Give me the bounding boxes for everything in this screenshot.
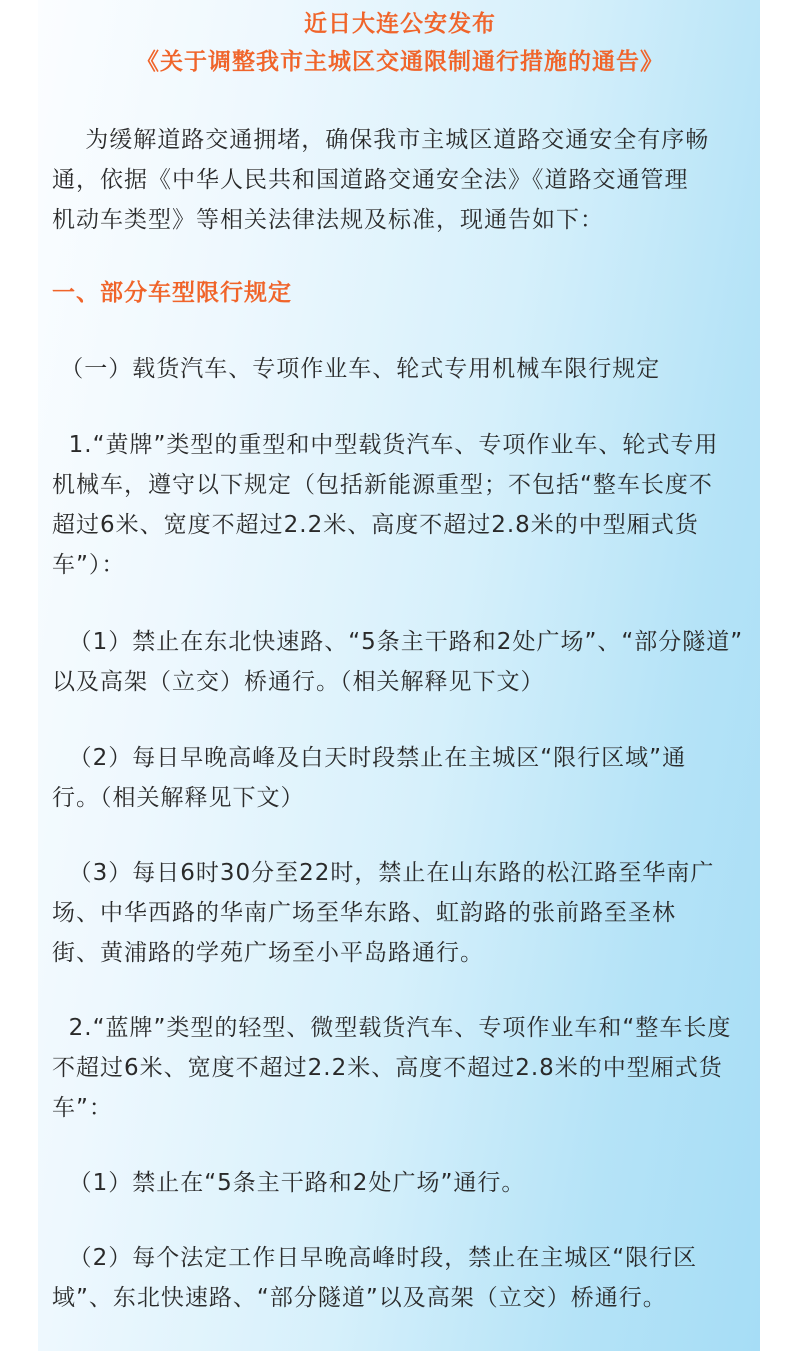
paragraph-line: 行。（相关解释见下文） (52, 785, 305, 811)
paragraph-line: （2）每个法定工作日早晚高峰时段，禁止在主城区“限行区 (52, 1245, 698, 1271)
paragraph-line: 街、黄浦路的学苑广场至小平岛路通行。 (52, 940, 484, 966)
intro-line: 通，依据《中华人民共和国道路交通安全法》《道路交通管理 (52, 167, 689, 193)
paragraph-line: 机械车，遵守以下规定（包括新能源重型；不包括“整车长度不 (52, 472, 713, 498)
paragraph-line: （3）每日6时30分至22时，禁止在山东路的松江路至华南广 (52, 860, 715, 886)
paragraph-line: 场、中华西路的华南广场至华东路、虹韵路的张前路至圣林 (52, 900, 676, 926)
paragraph-line: 车”）： (52, 552, 126, 578)
paragraph-line: 域”、东北快速路、“部分隧道”以及高架（立交）桥通行。 (52, 1285, 667, 1311)
paragraph-line: 超过6米、宽度不超过2.2米、高度不超过2.8米的中型厢式货 (52, 512, 699, 538)
intro-line: 为缓解道路交通拥堵，确保我市主城区道路交通安全有序畅 (52, 127, 710, 153)
paragraph-line: 车”： (52, 1095, 113, 1121)
paragraph-line: 不超过6米、宽度不超过2.2米、高度不超过2.8米的中型厢式货 (52, 1055, 723, 1081)
paragraph-line: 2.“蓝牌”类型的轻型、微型载货汽车、专项作业车和“整车长度 (52, 1015, 732, 1041)
paragraph-line: 1.“黄牌”类型的重型和中型载货汽车、专项作业车、轮式专用 (52, 432, 719, 458)
intro-line: 机动车类型》等相关法律法规及标准，现通告如下： (52, 207, 604, 233)
subsection-heading: （一）载货汽车、专项作业车、轮式专用机械车限行规定 (52, 356, 661, 382)
paragraph-line: （2）每日早晚高峰及白天时段禁止在主城区“限行区域”通 (52, 745, 687, 771)
section-heading: 一、部分车型限行规定 (52, 280, 292, 306)
document-title: 近日大连公安发布 (304, 11, 496, 37)
paragraph-line: 以及高架（立交）桥通行。（相关解释见下文） (52, 669, 545, 695)
paragraph-line: （1）禁止在东北快速路、“5条主干路和2处广场”、“部分隧道” (52, 629, 744, 655)
document-subtitle: 《关于调整我市主城区交通限制通行措施的通告》 (136, 49, 664, 75)
paragraph-line: （1）禁止在“5条主干路和2处广场”通行。 (52, 1170, 526, 1196)
